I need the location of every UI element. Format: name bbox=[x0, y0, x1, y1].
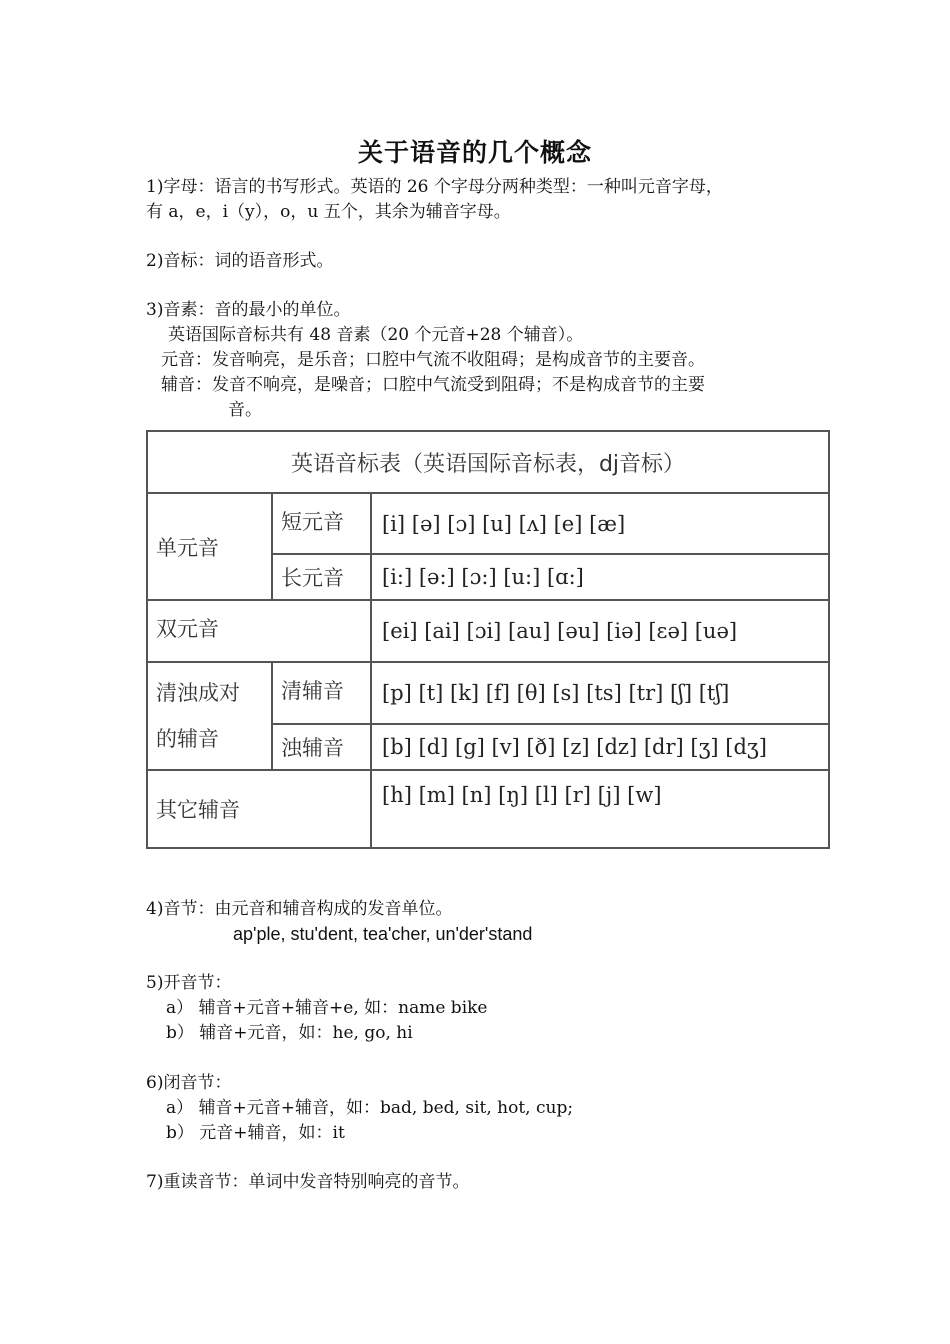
section-3-line-3: 元音：发音响亮，是乐音；口腔中气流不收阻碍；是构成音节的主要音。 bbox=[161, 350, 705, 370]
section-3-line-5: 音。 bbox=[228, 400, 262, 420]
diphthong-symbols: [ei] [ai] [ɔi] [au] [əu] [iə] [ɛə] [uə] bbox=[371, 600, 829, 662]
other-consonant-label: 其它辅音 bbox=[147, 770, 371, 848]
voiced-symbols: [b] [d] [g] [v] [ð] [z] [dz] [dr] [ʒ] [dʒ] bbox=[371, 724, 829, 770]
section-5-line-1: 5)开音节： bbox=[146, 973, 232, 993]
paired-consonant-label-line-1: 清浊成对 bbox=[156, 681, 240, 705]
paired-consonant-label-line-2: 的辅音 bbox=[156, 727, 219, 751]
long-vowel-symbols: [i:] [ə:] [ɔ:] [u:] [ɑ:] bbox=[371, 554, 829, 600]
short-vowel-symbols: [i] [ə] [ɔ] [u] [ʌ] [e] [æ] bbox=[371, 493, 829, 554]
voiced-label: 浊辅音 bbox=[272, 724, 371, 770]
section-6-item-b: b） 元音+辅音，如：it bbox=[166, 1123, 345, 1143]
long-vowel-label: 长元音 bbox=[272, 554, 371, 600]
voiceless-label: 清辅音 bbox=[272, 662, 371, 724]
section-1-line-2: 有 a，e，i（y），o，u 五个，其余为辅音字母。 bbox=[146, 202, 511, 222]
section-7-line-1: 7)重读音节：单词中发音特别响亮的音节。 bbox=[146, 1172, 470, 1192]
monophthong-label: 单元音 bbox=[147, 493, 272, 600]
voiceless-symbols: [p] [t] [k] [f] [θ] [s] [ts] [tr] [ʃ] [tʃ] bbox=[371, 662, 829, 724]
section-5-item-b: b） 辅音+元音，如：he, go, hi bbox=[166, 1023, 413, 1043]
other-consonant-symbols: [h] [m] [n] [ŋ] [l] [r] [j] [w] bbox=[371, 770, 829, 848]
section-6-item-a: a） 辅音+元音+辅音，如：bad, bed, sit, hot, cup; bbox=[166, 1098, 574, 1118]
section-2-line-1: 2)音标：词的语音形式。 bbox=[146, 251, 334, 271]
section-3-line-4: 辅音：发音不响亮，是噪音；口腔中气流受到阻碍；不是构成音节的主要 bbox=[161, 375, 705, 395]
section-3-line-2: 英语国际音标共有 48 音素（20 个元音+28 个辅音）。 bbox=[168, 325, 584, 345]
section-4-examples: ap'ple, stu'dent, tea'cher, un'der'stand bbox=[233, 924, 533, 944]
section-1-line-1: 1)字母：语言的书写形式。英语的 26 个字母分两种类型：一种叫元音字母， bbox=[146, 177, 723, 197]
paired-consonant-label bbox=[147, 662, 272, 770]
section-5-item-a: a） 辅音+元音+辅音+e, 如：name bike bbox=[166, 998, 488, 1018]
section-4-line-1: 4)音节：由元音和辅音构成的发音单位。 bbox=[146, 899, 453, 919]
table-caption: 英语音标表（英语国际音标表，dj音标） bbox=[147, 431, 829, 493]
diphthong-label: 双元音 bbox=[147, 600, 371, 662]
section-3-line-1: 3)音素：音的最小的单位。 bbox=[146, 300, 351, 320]
section-6-line-1: 6)闭音节： bbox=[146, 1073, 232, 1093]
phonetic-chart-table bbox=[146, 430, 830, 849]
page-title: 关于语音的几个概念 bbox=[357, 138, 592, 167]
short-vowel-label: 短元音 bbox=[272, 493, 371, 554]
